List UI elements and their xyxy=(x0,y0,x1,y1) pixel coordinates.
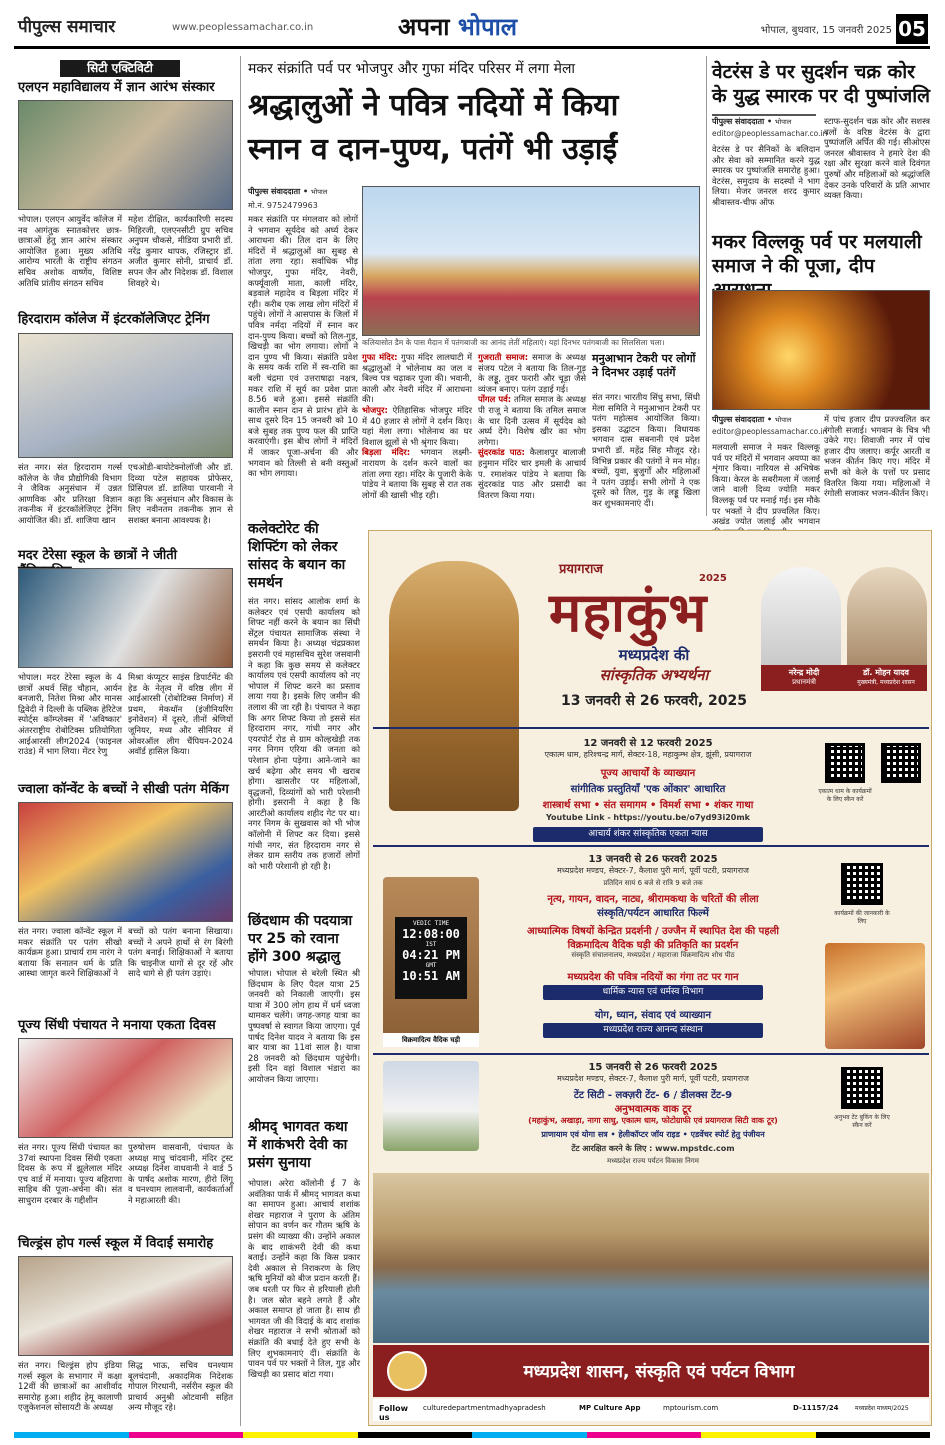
bhagwat-body: भोपाल। अरेरा कॉलोनी ई 7 के अवंतिका पार्क में श्रीमद् भागवत कथा का समापन हुआ। आचार्य शशांक शेखर महाराज ने पुराण के अंतिम सोपान का वर्णन कर गौतम ऋषि के प्रसंग की व्याख्या की। उन्होंने अकाल के बाद शाकंभरी देवी की कथा बताई। उन्होंने कहा कि किस प्रकार देवी अकाल से निराकरण के लिए ऋषि मुनियों को बीज प्रदान करती हैं। जब धरती पर फिर से हरियाली होती है। जल स्रोत बहने लगते हैं और अकाल समाप्त हो जाता है। साथ ही भागवत जी की विदाई के बाद शशांक शेखर महाराज ने सभी श्रोताओं को संक्रांति की बधाई देते हुए सभी के लिए शुभकामनाएं दीं। संक्रांति के पावन पर्व पर भक्तों ने तिल, गुड़ और खिचड़ी का प्रसाद बांटा गया। xyxy=(248,1178,360,1379)
leaders-nameplate xyxy=(761,665,927,691)
malayali-byline: पीपुल्स संवाददाता • भोपाल xyxy=(712,415,792,424)
ad-band-tent-city xyxy=(373,1053,929,1171)
story-ln-title: एलएन महाविद्यालय में ज्ञान आरंभ संस्कार xyxy=(18,80,215,95)
band2-line1: नृत्य, गायन, वादन, नाट्य, श्रीरामकथा के चरितों की लीला xyxy=(547,894,759,905)
lead-byline-city: भोपाल xyxy=(310,188,328,196)
issue-date: भोपाल, बुधवार, 15 जनवरी 2025 xyxy=(760,25,892,36)
deep-aradhana-photo xyxy=(712,290,930,410)
ad-dates: 13 जनवरी से 26 फरवरी, 2025 xyxy=(560,693,748,709)
shifting-title: कलेक्टोरेट की शिफ्टिंग को लेकर सांसद के बयान का समर्थन xyxy=(248,521,346,591)
lead-community-item: गुजराती समाज: समाज के अध्यक्ष संजय पटेल ने बताया कि तिल-गुड़ के लड्डू, तुवर फरारी और चूड़ा जैसे व्यंजन बनाए। पतंग उड़ाई गई। xyxy=(478,352,586,394)
story-jwala-body-a: संत नगर। ज्वाला कॉन्वेंट स्कूल में मकर संक्रांति पर पतंग सीखो कार्यक्रम हुआ। प्राचार्य राम नारंग ने बताया कि सनातन धर्म के प्रति आस्था जागृत करने शिक्षिकाओं ने xyxy=(18,926,122,979)
band2-org1: संस्कृति संचालनालय, मध्यप्रदेश / महाराजा विक्रमादित्य शोध पीठ xyxy=(571,951,735,959)
ad-code: D-11157/24 xyxy=(793,1404,839,1412)
lead-communities-column xyxy=(478,352,586,512)
lead-temple-item: भोजपुर: ऐतिहासिक भोजपुर मंदिर में 40 हजार से लोगों ने दर्शन किए। यहां मेला लगा। भोलेनाथ का घर विशाल झूलों से भी श्रृंगार किया। xyxy=(362,404,472,447)
column-divider xyxy=(706,56,707,516)
clock-ist-label: IST xyxy=(425,941,437,948)
band2-venue: मध्यप्रदेश मण्डप, सेक्टर-7, कैलाश पुरी मार्ग, पूर्वी पटरी, प्रयागराज xyxy=(556,866,749,875)
bhagwat-title: श्रीमद् भागवत कथा में शाकंभरी देवी का प्रसंग सुनाया xyxy=(248,1119,348,1171)
manuabhan-body: संत नगर। भारतीय सिंधु सभा, सिंधी मेला समिति ने मनुआभान टेकरी पर पतंग महोत्सव आयोजित किया। इसका उद्घाटन किया। विधायक भगवान दास सबनानी एवं प्रदेश प्रभारी डॉ. महेंद्र सिंह मौजूद रहे। विभिन्न प्रकार की पतंगों ने मन मोह। बच्चों, युवा, बुजुर्गों और महिलाओं ने पतंग उड़ाई। सभी लोगों ने एक दूसरे को तिल, गुड़ के लड्डू खिला कर शुभकामनाएं दीं। xyxy=(592,392,700,508)
story-sindhi-body-a: संत नगर। पूज्य सिंधी पंचायत का 37वां स्थापना दिवस सिंधी एकता दिवस के रूप में झूलेलाल मंदिर एच वार्ड में मनाया। पूज्य बहिराणा साहिब की पूजा-अर्चना की। संत साधुराम दरबार के गद्दीशीन xyxy=(18,1142,122,1205)
band3-date: 15 जनवरी से 26 फरवरी 2025 xyxy=(588,1062,718,1073)
lead-mobile: मो.नं. 9752479963 xyxy=(248,201,318,210)
cm-name: डॉ. मोहन यादव xyxy=(863,668,909,677)
qr-note-ekatm: एकात्म धाम के कार्यक्रमों के लिए स्कैन करें xyxy=(818,788,872,803)
ad-footer xyxy=(373,1345,929,1397)
story-hope-body-b: सिद्ध भाऊ, सचिव घनश्याम बूलचंदानी, अकादमिक निदेशक गोपाल गिरधानी, नर्सरीन स्कूल की प्राचार्य अनुश्री ओटवानी सहित अन्य मौजूद रहे। xyxy=(128,1360,233,1413)
masthead xyxy=(18,14,168,38)
band1-org: आचार्य शंकर सांस्कृतिक एकता न्यास xyxy=(533,827,763,842)
ad-social-bar xyxy=(373,1399,929,1421)
story-jwala-body-b: बच्चों को पतंग बनाना सिखाया। बच्चों ने अपने हाथों से रंग बिरंगी पतंग बनाई। शिक्षिकाओं ने बताया कि चाइनीज धागों से दूर रहें और सादे धागे से ही पतंग उड़ाएं। xyxy=(128,926,233,979)
malayali-title: मकर विल्लकू पर्व पर मलयाली समाज ने की पूजा, दीप xyxy=(712,231,922,277)
kite-festival-photo xyxy=(362,186,700,336)
sindhi-panchayat-photo xyxy=(18,1038,233,1138)
story-teresa-body-b: मिश्रा कंप्यूटर साइंस डिपार्टमेंट की हेड के नेतृत्व में वरिष्ठ लीग में आईआरसी (रोबोटिक्स निर्माण) में प्रथम, मेकथॉन (इंजीनियरिंग इनोवेशन) में दूसरे, तीनों श्रेणियों जूनियर, मध्य और सीनियर में ओवरऑल लीग चैंपियन-2024 अवॉर्ड हासिल किया। xyxy=(128,672,233,757)
tent-city-photo xyxy=(383,1061,479,1151)
story-hirdaram-body-b: एचओडी-बायोटेक्नोलॉजी और डॉ. दिव्या पटेल सहायक प्रोफेसर, प्रिंसिपल डॉ. डालिया पारवानी ने कहा कि अनुसंधान और विकास के लिए नवीनतम तकनीक ज्ञान से सशक्त बनाना आवश्यक है। xyxy=(128,462,233,525)
ad-sub-line1: मध्यप्रदेश की xyxy=(618,646,690,664)
lead-headline-line1: श्रद्धालुओं ने पवित्र नदियों में किया xyxy=(248,88,619,123)
vedic-clock-display xyxy=(395,917,467,999)
ad-footer-dept: मध्यप्रदेश शासन, संस्कृति एवं पर्यटन विभाग xyxy=(523,1362,795,1382)
social-tourism-site[interactable]: mptourism.com xyxy=(663,1404,719,1412)
kite-making-photo xyxy=(18,802,233,922)
lead-headline-line2: स्नान व दान-पुण्य, पतंगें भी उड़ाईं xyxy=(248,132,618,167)
story-hope-body-a: संत नगर। चिल्ड्रंस होप इंडिया गर्ल्स स्कूल के सभागार में कक्षा 12वीं की छात्राओं का आशीर्वाद समारोह हुआ। शहीद हेमू कालाणी एजुकेशनल सोसायटी के अध्यक्ष xyxy=(18,1360,122,1413)
qr-code-tent[interactable] xyxy=(841,1067,883,1109)
qr-note-programs: कार्यक्रमों की जानकारी के लिए xyxy=(834,910,890,925)
band1-venue: एकात्म धाम, हरिश्चन्द्र मार्ग, सेक्टर-18, महाकुम्भ क्षेत्र, झूंसी, प्रयागराज xyxy=(544,750,752,759)
band2-timing: प्रतिदिन सायं 6 बजे से रात्रि 9 बजे तक xyxy=(603,879,703,887)
sadhu-conch-photo xyxy=(825,943,925,1049)
sangam-bathing-photo xyxy=(373,1173,929,1343)
story-sindhi-body-b: पुरुषोत्तम वासवानी, पंचायत के अध्यक्ष माधु चांदवानी, मंदिर ट्रस्ट अध्यक्ष दिनेश वाधवानी ने वार्ड 5 के पार्षद अशोक मारण, हीरो लिंगू व घनश्याम लालवानी, कार्यकर्ताओं ने महाआरती की। xyxy=(128,1142,233,1205)
clock-gmt-time: 10:51 AM xyxy=(402,969,460,983)
band3-venue: मध्यप्रदेश मण्डप, सेक्टर-7, कैलाश पुरी मार्ग, पूर्वी पटरी, प्रयागराज xyxy=(556,1074,749,1083)
print-color-strip xyxy=(14,1432,930,1438)
band1-line3: शास्त्रार्थ सभा • संत समागम • विमर्श सभा • शंकर गाथा xyxy=(542,800,754,811)
padyatra-title: छिंदधाम की पदयात्रा पर 25 को रवाना होंगे 300 श्रद्धालु xyxy=(248,913,353,965)
qr-code-programs[interactable] xyxy=(841,863,883,905)
band3-line4: प्राणायाम एवं योगा सत्र • हेलीकॉप्टर जॉय राइड • एडवेंचर स्पोर्ट हेतु पंजीयन xyxy=(541,1130,765,1139)
band2-line6: योग, ध्यान, संवाद एवं व्याख्यान xyxy=(594,1010,712,1021)
lead-byline-name: पीपुल्स संवाददाता xyxy=(248,187,301,196)
band2-line5: मध्यप्रदेश की पवित्र नदियों का गंगा तट पर गान xyxy=(567,972,739,983)
section-title-first: अपना xyxy=(398,13,450,41)
ad-prayagraj: प्रयागराज xyxy=(559,562,603,577)
veterans-body-b: स्टाफ-सुदर्शन चक्र कोर और सशस्त्र बलों के वरिष्ठ वेटरंस के द्वारा पुष्पांजलि अर्पित की गई। सीओएस जनरल श्रीवास्तव ने हमारे देश की रक्षा और सुरक्षा करने वाले दिवंगत पुरुषों और महिलाओं को श्रद्धांजलि देकर उनके परिवारों के प्रति आभार व्यक्त किया। xyxy=(824,116,930,201)
social-culture-app[interactable]: MP Culture App xyxy=(579,1404,641,1412)
farewell-photo xyxy=(18,1256,233,1356)
story-sindhi-title: पूज्य सिंधी पंचायत ने मनाया एकता दिवस xyxy=(18,1018,216,1033)
band2-org2: धार्मिक न्यास एवं धर्मस्व विभाग xyxy=(543,985,763,1000)
manuabhan-title: मनुआभान टेकरी पर लोगों ने दिनभर उड़ाई पतंगें xyxy=(592,352,696,379)
band3-line2: अनुभवात्मक वाक टूर xyxy=(614,1104,692,1115)
lead-body: मकर संक्रांति पर मंगलवार को लोगों ने भगवान सूर्यदेव को अर्घ्य देकर आराधना की। तिल दान के लिए मंदिरों में श्रद्धालुओं का सुबह से तांता लगा रहा। सर्वाधिक भीड़ भोजपुर, गुफा मंदिर, नेवरी, कर्फ्यूवाली माता, काली मंदिर, बड़वाले महादेव व बिड़ला मंदिर में रही। करीब एक लाख लोग मंदिरों में पहुंचे। लोगों ने आसपास के जिलों में पवित्र नर्मदा नदियों में स्नान कर दान-पुण्य किया। बच्चों को तिल-गुड़, खिचड़ी का भोग लगाया। लोगों ने दान पुण्य भी किया। संक्रांति प्रवेश के समय कर्क राशि में स्व-राशि का बली चंद्रमा एवं उत्तराषाढ़ा नक्षत्र, मकर राशि में सूर्य का प्रवेश प्रातः 8.56 बजे हुआ। इससे संक्रांति कालीन स्नान दान से प्रारंभ होने के साथ दूसरे दिन 15 जनवरी को 10 बजे सुबह तक पुण्य फल की प्राप्ति करवाएंगी। इस बीच लोगों ने मंदिरों में जाकर पूजा-अर्चना की और भगवान को तिल्ली से बनी वस्तुओं का भोग लगाया। xyxy=(248,214,358,479)
band2-line2: संस्कृति/पर्यटन आधारित फिल्में xyxy=(597,908,709,919)
band1-line1: पूज्य आचार्यों के व्याख्यान xyxy=(600,768,696,779)
band3-line3: (महाकुंभ, अखाड़ा, नागा साधु, एकात्म धाम, फोटोग्राफी एवं प्रयागराज सिटी वाक टूर) xyxy=(528,1116,778,1125)
pm-portrait xyxy=(761,567,841,667)
story-hope-title: चिल्ड्रंस होप गर्ल्स स्कूल में विदाई समारोह xyxy=(18,1236,214,1251)
band3-org: मध्यप्रदेश राज्य पर्यटन विकास निगम xyxy=(607,1157,699,1165)
band2-line3: आध्यात्मिक विषयों केन्द्रित प्रदर्शनी / उज्जैन में स्थापित देश की पहली xyxy=(526,926,780,937)
social-handle-culture[interactable]: culturedepartmentmadhyapradesh xyxy=(423,1404,546,1412)
clock-vedic-time: 12:08:00 xyxy=(402,927,460,941)
shifting-body: संत नगर। सांसद आलोक शर्मा के कलेक्टर एवं एसपी कार्यालय को शिफ्ट नहीं करने के बयान का सिंधी सेंट्रल पंचायत सामाजिक संस्था ने समर्थन किया है। अध्यक्ष चंद्रप्रकाश इसरानी एवं महासचिव सुरेश जसवानी ने कहा कि कुछ समय से कलेक्टर कार्यालय एवं एसपी कार्यालय को नए भोपाल में शिफ्ट करने का प्रस्ताव लाया गया है। इसके लिए जमीन की तलाश की जा रही है। पंचायत ने कहा कि अगर शिफ्ट किया तो इससे संत हिरदाराम नगर, गांधी नगर और एयरपोर्ट रोड से ग्राम कोल्हखेड़ी तक नगर निगम एरिया की जनता को परेशान होना पड़ेगा। आने-जाने का खर्च बढ़ेगा और समय भी खराब होगा। खासतौर पर महिलाओं, वृद्धजनों, दिव्यांगों को भारी परेशानी होगी। इसरानी ने कहा है कि आरटीओ कार्यालय शहीद गेट पर था। नगर निगम के सुखवास को भी भोज कॉलोनी में शिफ्ट कर दिया। इससे गांधी नगर, संत हिरदाराम नगर से लेकर ग्राम स्तरीय तक हजारों लोगों को भारी परेशानी हो रही है। xyxy=(248,596,360,871)
band2-org3: मध्यप्रदेश राज्य आनन्द संस्थान xyxy=(543,1023,763,1038)
ad-band-ekatm-dham xyxy=(373,727,929,843)
clock-gmt-label: GMT xyxy=(425,962,437,969)
lead-community-item: पोंगल पर्व: तमिल समाज के अध्यक्ष पी राजू ने बताया कि तमिल समाज के चार दिनी उत्सव में सूर्यदेव को अर्घ्य देंगे। विशेष खीर का भोग लगेगा। xyxy=(478,394,586,447)
lead-byline: पीपुल्स संवाददाता • भोपाल xyxy=(248,187,328,196)
veterans-body-a: वेटरंस डे पर सैनिकों के बलिदान और सेवा को सम्मानित करने युद्ध स्मारक पर पुष्पांजलि समारोह हुआ। वेटरंस, समुदाय के सदस्यों ने भाग लिया। मेजर जनरल शरद कुमार श्रीवास्तव-चीफ ऑफ xyxy=(712,144,820,207)
band1-youtube-link[interactable]: Youtube Link - https://youtu.be/o7yd93i20mk xyxy=(545,813,751,822)
story-hirdaram-title: हिरदाराम कॉलेज में इंटरकॉलेजिएट ट्रेनिंग xyxy=(18,312,210,327)
story-ln-body-a: भोपाल। एलएन आयुर्वेद कॉलेज में नव आगंतुक स्नातकोत्तर छात्र-छात्राओं हेतु ज्ञान आरंभ संस्कार आयोजित हुआ। मुख्य अतिथि आरोग्य भारती के राष्ट्रीय संगठन सचिव अशोक वार्ष्णेय, विशिष्ट अतिथि प्रांतीय संगठन सचिव xyxy=(18,214,122,288)
follow-label: Follow us xyxy=(379,1404,409,1422)
band1-line2: सांगीतिक प्रस्तुतियाँ 'एक ओंकार' आधारित xyxy=(570,784,726,795)
lead-photo-caption: कलियासोत डैम के पास मैदान में पतंगबाजी का आनंद लेतीं महिलाएं। यहां दिनभर पतंगबाजी का सिलसिला चला। xyxy=(362,338,665,347)
veterans-email[interactable]: editor@peoplessamachar.co.in xyxy=(712,129,828,138)
malayali-body-a: मलयाली समाज ने मकर विल्लकू पर्व पर मंदिरों में भगवान अयप्पा का शृंगार किया। नारियल से अभिषेक किया। केरल के सबरीमला में जलाई जाने वाली दिव्य ज्योति मकर विल्लकू पर्व पर मनाई गई। इस मौके पर भक्तों ने दीप प्रज्वलित किए। अखंड ज्योत जलाई और भगवान xyxy=(712,442,820,527)
ad-sub-line2: सांस्कृतिक अभ्यर्थना xyxy=(599,666,709,684)
story-teresa-body-a: भोपाल। मदर टेरेसा स्कूल के 4 छात्रों अथर्व सिंह चौहान, आर्यन बनजारी, नितेश मिश्रा और मानस द्विवेदी ने दिल्ली के पब्लिक हेरिटेज स्पोर्ट्स कॉम्प्लेक्स में 'अविष्कार' अंतरराष्ट्रीय रोबोटिक्स प्रतियोगिता आईआरसी लीग2024 (फाइनल राउंड) में भाग लिया। मेंटर रेणु xyxy=(18,672,122,757)
city-activity-tag: सिटी एक्टिविटी xyxy=(60,60,180,77)
clock-caption: विक्रमादित्य वैदिक घड़ी xyxy=(383,1033,479,1047)
cm-portrait xyxy=(847,567,927,667)
header-rule xyxy=(14,46,930,49)
lead-temple-item: बिड़ला मंदिर: भगवान लक्ष्मी-नारायण के दर्शन करने वालों का तांता लगा रहा। मंदिर के पुजारी केके पांडेय ने बताया कि सुबह से रात तक लोगों की खासी भीड़ रही। xyxy=(362,447,473,500)
column-divider xyxy=(240,56,241,1426)
story-ln-body-b: महेश दीक्षित, कार्यकारिणी सदस्य मिहिरजी, एलएनसीटी ग्रुप सचिव अनुपम चौकसे, मीडिया प्रभारी डॉ. नरेंद्र कुमार थापक, रजिस्ट्रार डॉ. अजीत कुमार सोनी, प्राचार्य डॉ. सपन जैन और निदेशक डॉ. विशाल शिवहरे थे। xyxy=(128,214,233,288)
story-hirdaram-body-a: संत नगर। संत हिरदाराम गर्ल्स कॉलेज के जैव प्रौद्योगिकी विभाग ने जैविक अनुसंधान में उन्नत आणविक और प्रतिरक्षा विज्ञान तकनीक में इंटरकॉलेजिएट ट्रेनिंग आयोजित की। डॉ. शाजिया खान xyxy=(18,462,122,525)
malayali-email[interactable]: editor@peoplessamachar.co.in xyxy=(712,427,828,436)
teresa-students-photo xyxy=(18,568,233,668)
page-number: 05 xyxy=(896,14,928,44)
section-title-second: भोपाल xyxy=(457,13,518,41)
cm-role: मुख्यमंत्री, मध्यप्रदेश शासन xyxy=(857,679,915,686)
clock-top-label: VEDIC TIME xyxy=(412,920,450,927)
mp-govt-emblem xyxy=(387,1351,427,1391)
band1-date: 12 जनवरी से 12 फरवरी 2025 xyxy=(583,738,713,749)
story-jwala-title: ज्वाला कॉन्वेंट के बच्चों ने सीखी पतंग मेकिंग xyxy=(18,782,229,797)
paper-url[interactable]: www.peoplessamachar.co.in xyxy=(172,22,314,33)
band2-date: 13 जनवरी से 26 फरवरी 2025 xyxy=(588,854,718,865)
band3-line1: टेंट सिटी - लक्ज़री टेंट- 6 / डीलक्स टेंट-9 xyxy=(573,1090,733,1101)
lead-temples-column xyxy=(362,352,472,512)
band2-line4: विक्रमादित्य वैदिक घड़ी की प्रतिकृति का प्रदर्शन xyxy=(567,940,739,951)
padyatra-body: भोपाल। भोपाल से बरेली स्थित श्री छिंदधाम के लिए पैदल यात्रा 25 जनवरी को निकाली जाएगी। इस यात्रा में 300 लोग हाथ में धर्म ध्वजा थामकर चलेंगे। जगह-जगह यात्रा का पुष्पवर्षा से स्वागत किया जाएगा। पूर्व पार्षद दिनेश यादव ने बताया कि इस बार यात्रा का 11वां साल है। यात्रा 28 जनवरी को छिंदधाम पहुंचेगी। इसी दिन वहां विशाल भंडारा का आयोजन किया जाएगा। xyxy=(248,968,360,1084)
ad-band-mp-pavilion xyxy=(373,845,929,1051)
ad-issuer: मध्यप्रदेश माध्यम/2025 xyxy=(855,1405,909,1412)
veterans-title: वेटरंस डे पर सुदर्शन चक्र कोर के युद्ध स्मारक पर दी पुष्पांजलि xyxy=(712,61,931,107)
ad-title: महाकुंभ xyxy=(549,581,708,644)
clock-ist-time: 04:21 PM xyxy=(402,948,460,962)
story-teresa-title: मदर टेरेसा स्कूल के छात्रों ने जीती xyxy=(18,548,178,563)
lead-kicker: मकर संक्रांति पर्व पर भोजपुर और गुफा मंदिर परिसर में लगा मेला xyxy=(248,61,576,77)
hirdaram-training-photo xyxy=(18,333,233,458)
mahakumbh-ad xyxy=(368,530,932,1426)
veterans-byline: पीपुल्स संवाददाता • भोपाल xyxy=(712,117,792,126)
paper-name: पीपुल्स समाचार xyxy=(18,17,116,37)
malayali-body-b: में पांच हजार दीप प्रज्ज्वलित कर रंगोली सजाई। भगवान के चित्र भी उकेरे गए। शिवाजी नगर में पांच हजार दीप जलाए। कर्पूर आरती व भजन कीर्तन किए गए। मंदिर में सभी को केले के पत्तों पर प्रसाद वितरित किया गया। महिलाओं ने रंगोली सजाकर भजन-कीर्तन किए। xyxy=(824,414,930,499)
ad-year: 2025 xyxy=(699,573,727,584)
pm-role: प्रधानमंत्री xyxy=(792,678,816,686)
qr-note-tent: अनुभव टेंट बुकिंग के लिए स्कैन करें xyxy=(834,1114,890,1129)
qr-code-ekatm[interactable] xyxy=(825,743,865,783)
lead-temple-item: गुफा मंदिर: गुफा मंदिर लालघाटी में श्रद्धालुओं ने भोलेनाथ का जल व बिल्व पत्र चढ़ाकर पूजा की। भवानी, काली और नेवरी मंदिर में आराधना की। xyxy=(362,352,473,405)
section-title xyxy=(398,10,558,42)
lead-community-item: सुंदरकांड पाठ: कैलाशपुर बालाजी हनुमान मंदिर चार इमली के आचार्य प. रमाशंकर पांडेय ने बताया कि सुंदरकांड पाठ और प्रसादी का वितरण किया गया। xyxy=(478,447,586,500)
ln-college-photo xyxy=(18,100,233,210)
qr-code-youtube[interactable] xyxy=(881,743,921,783)
pm-name: नरेन्द्र मोदी xyxy=(788,668,820,677)
band3-booking[interactable]: टेंट आरक्षित करने के लिए : www.mpstdc.com xyxy=(571,1144,735,1153)
